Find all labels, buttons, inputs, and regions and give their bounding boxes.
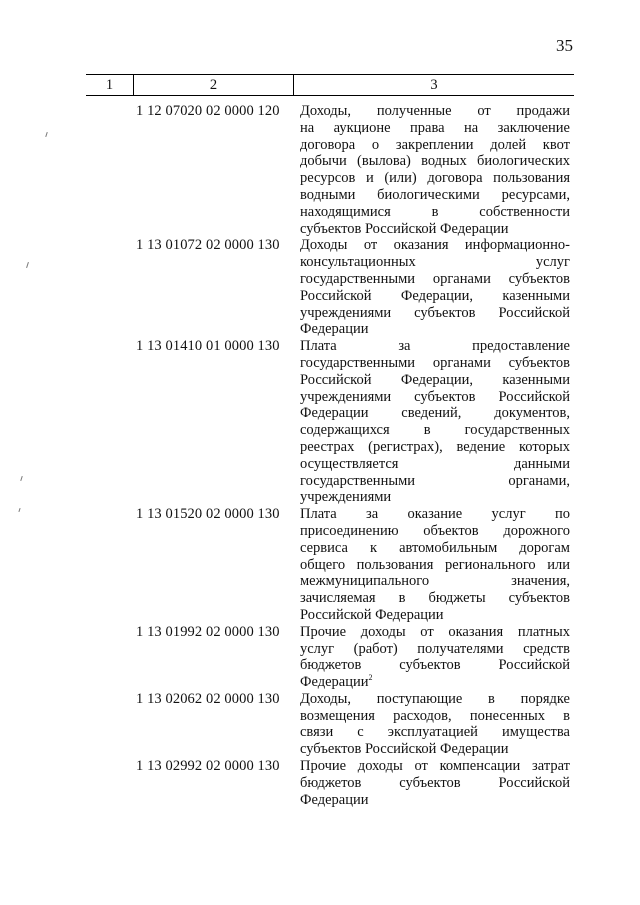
- description-line-text: Федерации: [300, 321, 369, 338]
- revenue-code-table: [0, 103, 640, 808]
- description-line-text: Доходы от оказания информационно-: [300, 237, 570, 254]
- revenue-code: 1 13 01992 02 0000 130: [136, 623, 280, 640]
- description-line: [300, 137, 570, 154]
- description-line-text: государственными органами,: [300, 472, 570, 489]
- description-line: [300, 221, 570, 238]
- description-line-text: Российской Федерации: [300, 606, 444, 623]
- description-line: [300, 120, 570, 137]
- description-line-text: Плата за предоставление: [300, 338, 570, 355]
- description-line: [300, 624, 570, 641]
- table-row: [0, 624, 640, 691]
- revenue-code: 1 13 01520 02 0000 130: [136, 506, 280, 523]
- description-line-text: Российской Федерации, казенными: [300, 371, 570, 388]
- description-line-text: добычи (вылова) водных биологических: [300, 153, 570, 170]
- description-line-text: Федерации: [300, 674, 369, 691]
- column-header-3: 3: [430, 77, 438, 93]
- table-row: [0, 103, 640, 237]
- description-line: [300, 405, 570, 422]
- description-line: [300, 506, 570, 523]
- table-row: [0, 506, 640, 624]
- description-line: [300, 305, 570, 322]
- description-line: [300, 355, 570, 372]
- column-header-2: 2: [209, 77, 218, 93]
- description-line: [300, 456, 570, 473]
- description-line-text: бюджетов субъектов Российской: [300, 774, 570, 791]
- revenue-code: 1 13 01410 01 0000 130: [136, 338, 280, 355]
- page-number: 35: [556, 36, 573, 55]
- description-line-text: субъектов Российской Федерации: [300, 220, 509, 237]
- table-row: [0, 758, 640, 808]
- description-line-text: зачисляемая в бюджеты субъектов: [300, 590, 570, 607]
- description-line: [300, 473, 570, 490]
- description-line: [300, 775, 570, 792]
- description-line-text: учреждениями субъектов Российской: [300, 388, 570, 405]
- description-line: [300, 271, 570, 288]
- revenue-code: 1 13 02062 02 0000 130: [136, 690, 280, 707]
- description-line: [300, 657, 570, 674]
- description-line: [300, 607, 570, 624]
- description-line-text: межмуниципального значения,: [300, 573, 570, 590]
- description-line-text: договора о закреплении долей квот: [300, 136, 570, 153]
- description-line: [300, 389, 570, 406]
- description-line: [300, 237, 570, 254]
- description-line: [300, 523, 570, 540]
- description-line-text: присоединению объектов дорожного: [300, 522, 570, 539]
- description-line-text: государственными органами субъектов: [300, 270, 570, 287]
- description-line-text: реестрах (регистрах), ведение которых: [300, 438, 570, 455]
- description-line-text: Федерации: [300, 791, 369, 808]
- table-row: [0, 691, 640, 758]
- revenue-description: [300, 237, 570, 338]
- revenue-description: [300, 103, 570, 237]
- description-line: [300, 792, 570, 809]
- description-line: [300, 422, 570, 439]
- description-line: [300, 187, 570, 204]
- description-line-text: Доходы, поступающие в порядке: [300, 690, 570, 707]
- revenue-description: [300, 758, 570, 808]
- revenue-description: [300, 338, 570, 506]
- table-row: [0, 338, 640, 506]
- description-line-text: Плата за оказание услуг по: [300, 506, 570, 523]
- description-line-text: бюджетов субъектов Российской: [300, 657, 570, 674]
- description-line: [300, 557, 570, 574]
- description-line: [300, 758, 570, 775]
- footnote-marker: 2: [368, 673, 373, 683]
- description-line-text: сервиса к автомобильным дорогам: [300, 539, 570, 556]
- description-line: [300, 103, 570, 120]
- description-line: [300, 590, 570, 607]
- description-line: [300, 674, 570, 691]
- description-line: [300, 708, 570, 725]
- description-line-text: Прочие доходы от оказания платных: [300, 623, 570, 640]
- description-line-text: содержащихся в государственных: [300, 422, 570, 439]
- description-line: [300, 724, 570, 741]
- description-line: [300, 254, 570, 271]
- description-line-text: на аукционе права на заключение: [300, 119, 570, 136]
- description-line-text: субъектов Российской Федерации: [300, 741, 509, 758]
- description-line: [300, 573, 570, 590]
- description-line-text: осуществляется данными: [300, 455, 570, 472]
- description-line: [300, 439, 570, 456]
- description-line-text: возмещения расходов, понесенных в: [300, 707, 570, 724]
- description-line: [300, 641, 570, 658]
- description-line: [300, 741, 570, 758]
- description-line-text: ресурсов и (или) договора пользования: [300, 170, 570, 187]
- description-line: [300, 540, 570, 557]
- revenue-description: [300, 506, 570, 624]
- description-line-text: консультационных услуг: [300, 254, 570, 271]
- description-line: [300, 288, 570, 305]
- description-line-text: связи с эксплуатацией имущества: [300, 724, 570, 741]
- revenue-code: 1 13 01072 02 0000 130: [136, 237, 280, 254]
- description-line-text: Российской Федерации, казенными: [300, 287, 570, 304]
- table-header: [86, 74, 574, 96]
- description-line: [300, 372, 570, 389]
- description-line: [300, 170, 570, 187]
- description-line: [300, 338, 570, 355]
- column-header-1: 1: [105, 77, 114, 93]
- description-line-text: учреждениями субъектов Российской: [300, 304, 570, 321]
- description-line-text: общего пользования регионального или: [300, 556, 570, 573]
- revenue-code: 1 13 02992 02 0000 130: [136, 758, 280, 775]
- revenue-code: 1 12 07020 02 0000 120: [136, 103, 280, 119]
- description-line: [300, 691, 570, 708]
- description-line: [300, 489, 570, 506]
- revenue-description: [300, 691, 570, 758]
- description-line-text: услуг (работ) получателями средств: [300, 640, 570, 657]
- description-line: [300, 321, 570, 338]
- table-row: [0, 237, 640, 338]
- description-line: [300, 204, 570, 221]
- description-line-text: учреждениями: [300, 489, 392, 506]
- description-line: [300, 153, 570, 170]
- description-line-text: находящимися в собственности: [300, 203, 570, 220]
- description-line-text: Доходы, полученные от продажи: [300, 103, 570, 119]
- description-line-text: водными биологическими ресурсами,: [300, 186, 570, 203]
- revenue-description: [300, 624, 570, 691]
- description-line-text: Прочие доходы от компенсации затрат: [300, 758, 570, 775]
- description-line-text: государственными органами субъектов: [300, 354, 570, 371]
- description-line-text: Федерации сведений, документов,: [300, 405, 570, 422]
